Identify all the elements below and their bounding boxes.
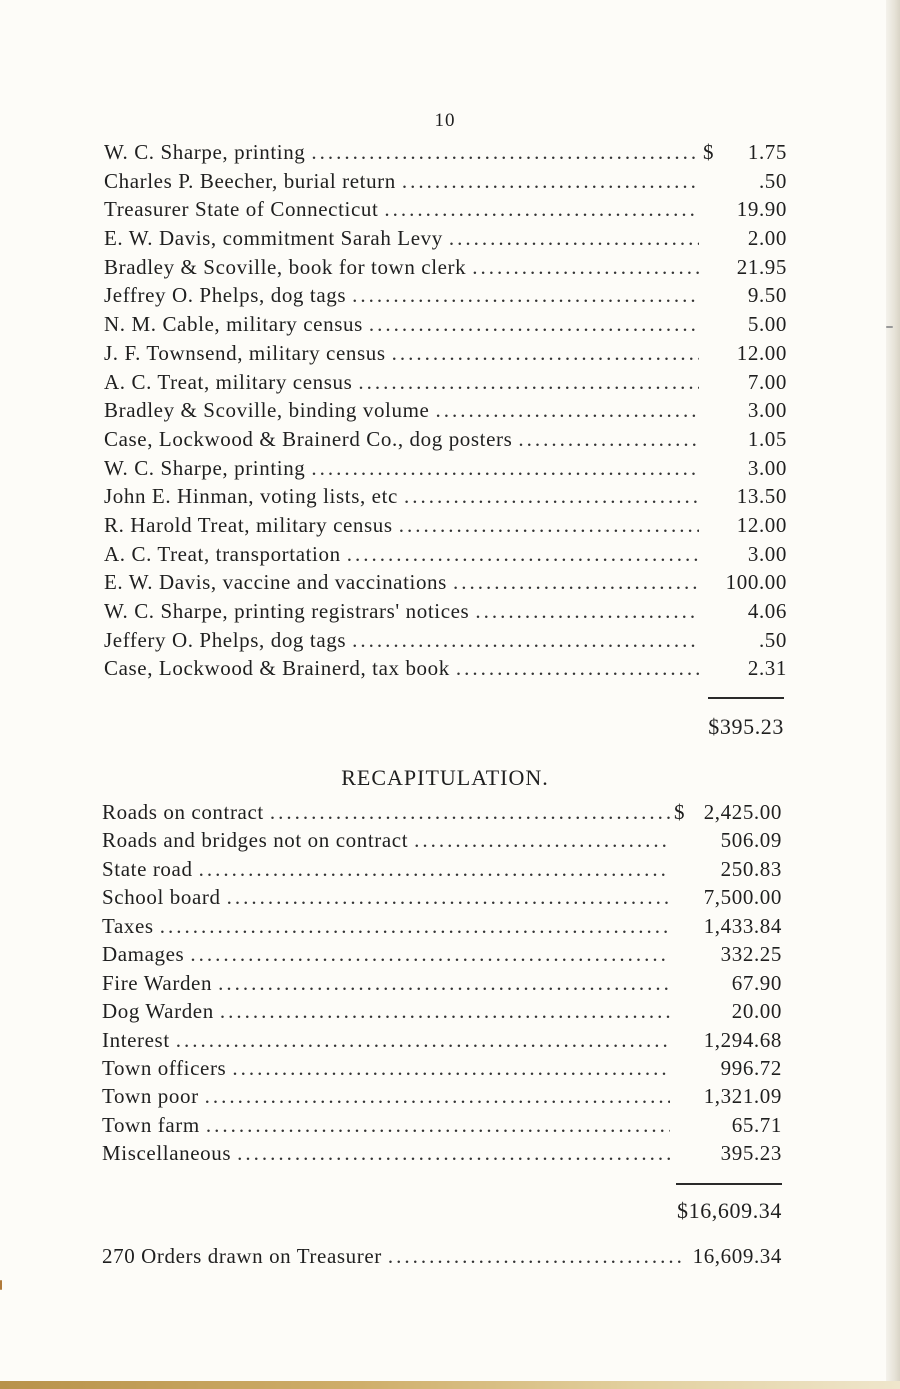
entry-label: Dog Warden [102,999,214,1024]
entry-label: Town officers [102,1055,227,1080]
recapitulation-list [102,800,782,1170]
expense-row [104,140,787,169]
entry-label: Roads and bridges not on contract [102,828,409,853]
recap-row [102,1113,782,1141]
dot-leader [206,1113,670,1138]
entry-label: Taxes [102,913,154,938]
dot-leader [232,1056,670,1081]
entry-label: Jeffery O. Phelps, dog tags [104,627,347,652]
entry-label: Bradley & Scoville, book for town clerk [104,254,467,279]
dot-leader [199,857,670,882]
expense-row [104,628,787,657]
dot-leader [311,140,699,165]
entry-amount: 20.00 [731,999,782,1024]
dot-leader [475,599,699,624]
entry-amount: 506.09 [720,828,782,853]
dot-leader [414,828,670,853]
recap-row [102,828,782,856]
expense-row [104,341,787,370]
dot-leader [435,398,699,423]
entry-label: J. F. Townsend, military census [104,340,386,365]
page-number: 10 [434,110,456,131]
recap-row [102,1084,782,1112]
dot-leader [176,1028,670,1053]
dot-leader [369,312,699,337]
entry-label: Miscellaneous [102,1141,232,1166]
dot-leader [518,427,699,452]
dollar-sign: $ [674,800,686,824]
dot-leader [472,255,699,280]
expense-row [104,226,787,255]
margin-mark [886,326,893,328]
entry-label: W. C. Sharpe, printing [104,455,306,480]
dollar-sign: $ [703,140,715,164]
dot-leader [218,971,670,996]
entry-amount: 1.05 [747,426,787,451]
entry-amount: 12.00 [736,340,787,365]
dot-leader [453,570,699,595]
dot-leader [392,341,699,366]
page-bottom-edge [0,1381,900,1389]
entry-amount: 19.90 [736,197,787,222]
entry-amount: 12.00 [736,512,787,537]
recap-row [102,914,782,942]
dot-leader [347,542,699,567]
entry-label: Roads on contract [102,800,264,824]
recap-row [102,800,782,828]
expense-row [104,542,787,571]
expense-row [104,398,787,427]
entry-amount: 1,433.84 [703,913,782,938]
entry-amount: 1.75 [747,140,787,164]
recap-row [102,942,782,970]
entry-amount: 65.71 [731,1112,782,1137]
entry-label: R. Harold Treat, military census [104,512,393,537]
dot-leader [352,628,699,653]
entry-amount: 1,321.09 [703,1084,782,1109]
expense-row [104,312,787,341]
expense-row [104,255,787,284]
dot-leader [205,1084,670,1109]
dot-leader [352,283,699,308]
dot-leader [227,885,670,910]
dot-leader [384,197,699,222]
entry-amount: 2.31 [747,656,787,681]
expense-row [104,513,787,542]
entry-label: Interest [102,1027,170,1052]
entry-label: Bradley & Scoville, binding volume [104,398,430,423]
entry-amount: 3.00 [747,541,787,566]
entry-amount: 13.50 [736,484,787,509]
expense-row [104,283,787,312]
entry-label: E. W. Davis, vaccine and vaccinations [104,570,447,595]
dot-leader [402,169,699,194]
entry-label: Case, Lockwood & Brainerd Co., dog posters [104,426,513,451]
expense-row [104,456,787,485]
dot-leader [160,914,670,939]
entry-label: Town farm [102,1112,200,1137]
recap-row [102,857,782,885]
orders-drawn-amount: 16,609.34 [692,1244,782,1268]
dot-leader [388,1244,686,1269]
entry-amount: 996.72 [720,1055,782,1080]
dot-leader [404,484,699,509]
expense-row [104,484,787,513]
entry-amount: .50 [758,627,787,652]
entry-amount: 7.00 [747,369,787,394]
entry-label: A. C. Treat, transportation [104,541,341,566]
entry-amount: 7,500.00 [703,885,782,910]
expense-row [104,599,787,628]
entry-amount: 3.00 [747,398,787,423]
entry-amount: 1,294.68 [703,1027,782,1052]
entry-amount: 100.00 [725,570,787,595]
recap-row [102,1028,782,1056]
recapitulation-heading: RECAPITULATION. [341,765,549,790]
expense-row [104,427,787,456]
entry-label: W. C. Sharpe, printing registrars' notices [104,599,470,623]
entry-amount: 4.06 [747,599,787,623]
expense-list [104,140,787,685]
expense-row [104,197,787,226]
entry-label: A. C. Treat, military census [104,369,353,394]
dot-leader [358,370,699,395]
entry-label: State road [102,856,193,881]
margin-mark [0,1280,2,1290]
expenses-total: $395.23 [708,714,784,739]
dot-leader [220,999,670,1024]
expense-row [104,169,787,198]
entry-label: Town poor [102,1084,199,1109]
orders-drawn-label: 270 Orders drawn on Treasurer [102,1244,382,1268]
entry-amount: 395.23 [720,1141,782,1166]
entry-label: John E. Hinman, voting lists, etc [104,484,398,509]
recap-row [102,885,782,913]
entry-amount: .50 [758,168,787,193]
recap-total-rule [676,1183,782,1185]
entry-amount: 3.00 [747,455,787,480]
expense-row [104,656,787,685]
entry-amount: 9.50 [747,283,787,308]
dot-leader [311,456,699,481]
entry-label: Treasurer State of Connecticut [104,197,379,222]
entry-label: W. C. Sharpe, printing [104,140,306,164]
entry-amount: 2.00 [747,226,787,251]
dot-leader [456,656,699,681]
dot-leader [449,226,699,251]
entry-amount: 250.83 [720,856,782,881]
entry-label: E. W. Davis, commitment Sarah Levy [104,226,443,251]
entry-label: Damages [102,942,185,967]
recap-total: $16,609.34 [677,1198,782,1223]
expense-row [104,370,787,399]
expense-row [104,570,787,599]
entry-amount: 332.25 [720,942,782,967]
orders-drawn-line [102,1244,782,1269]
entry-amount: 67.90 [731,970,782,995]
entry-amount: 2,425.00 [703,800,782,824]
recap-row [102,1056,782,1084]
entry-label: N. M. Cable, military census [104,312,363,337]
entry-label: School board [102,885,221,910]
recap-row [102,971,782,999]
page-gutter-edge [886,0,900,1389]
dot-leader [270,800,670,825]
entry-label: Charles P. Beecher, burial return [104,168,396,193]
dot-leader [399,513,699,538]
entry-amount: 21.95 [736,254,787,279]
entry-label: Case, Lockwood & Brainerd, tax book [104,656,450,681]
entry-label: Jeffrey O. Phelps, dog tags [104,283,347,308]
dot-leader [237,1141,670,1166]
dot-leader [190,942,670,967]
entry-amount: 5.00 [747,312,787,337]
recap-row [102,1141,782,1169]
recap-row [102,999,782,1027]
entry-label: Fire Warden [102,970,213,995]
expenses-total-rule [708,697,784,699]
